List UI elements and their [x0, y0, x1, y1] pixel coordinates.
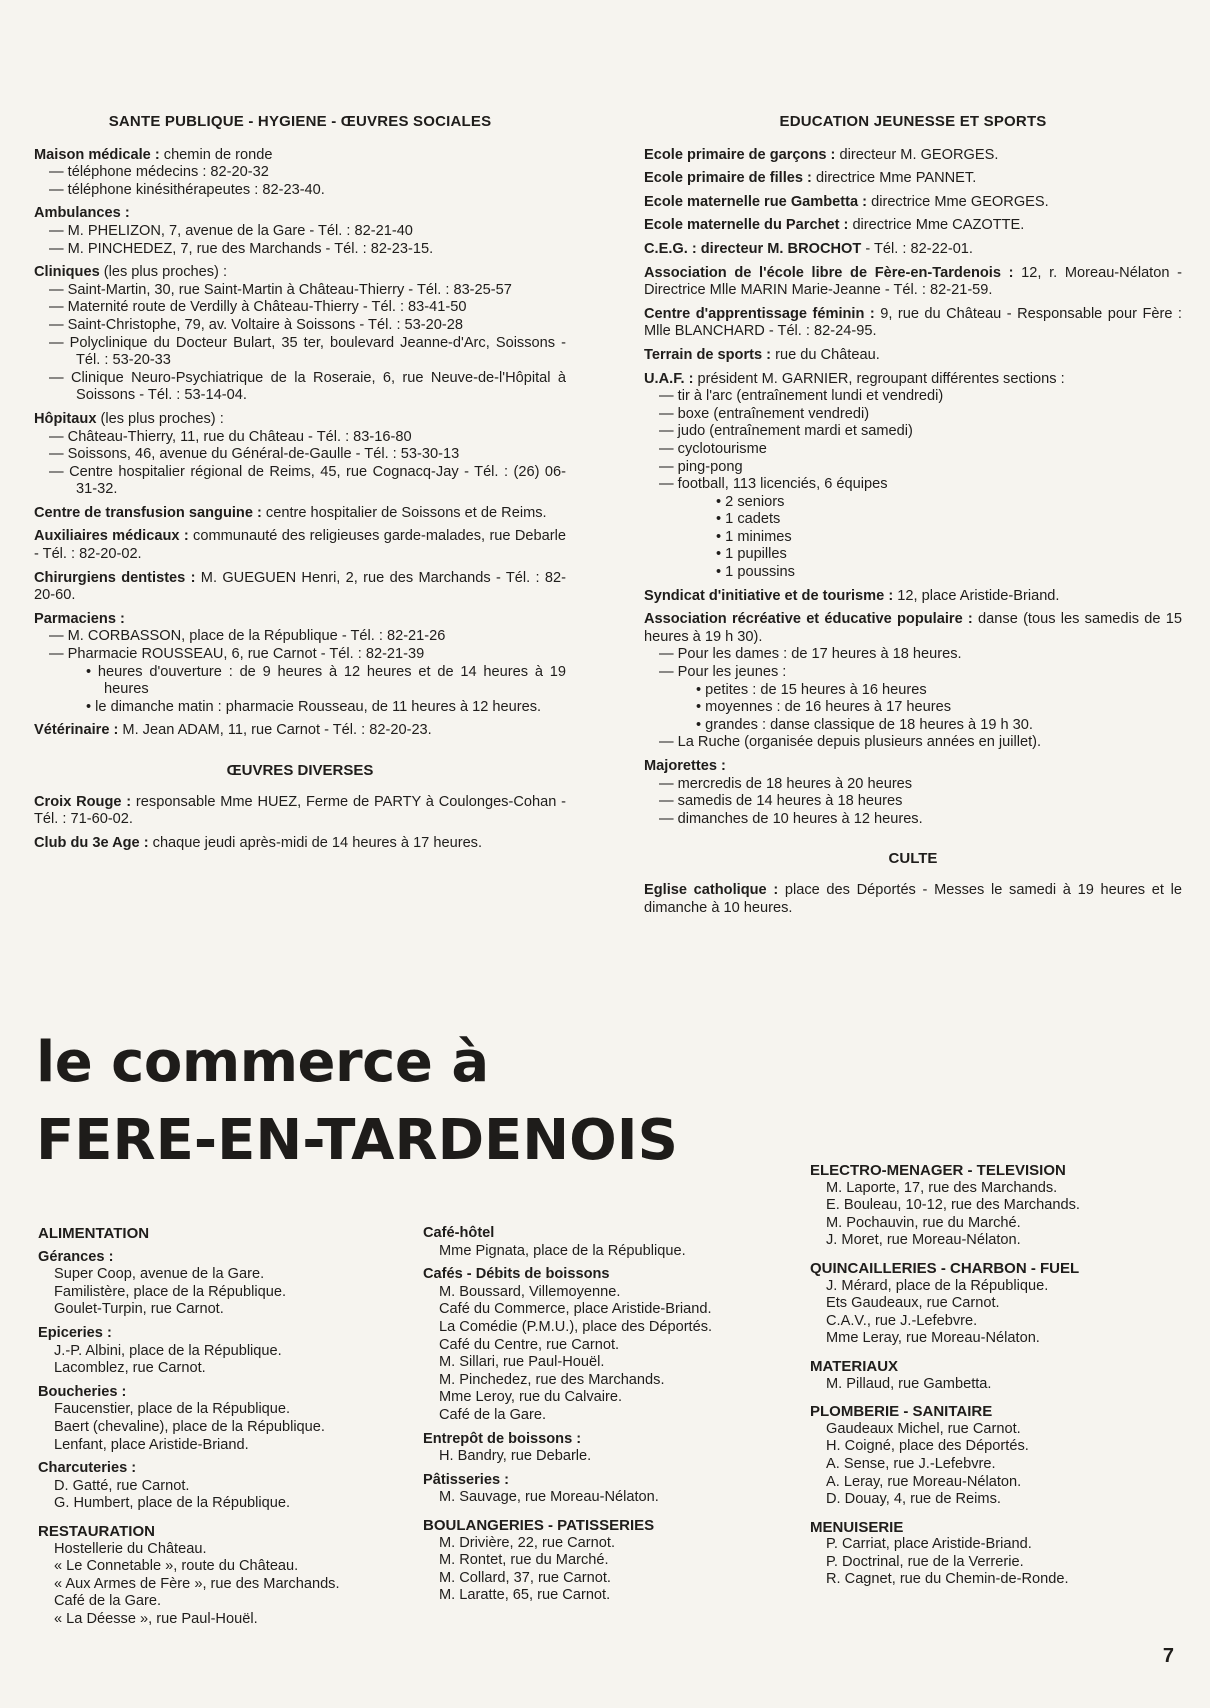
subcategory-boucheries: Boucheries :	[38, 1383, 127, 1400]
list-item: A. Sense, rue J.-Lefebvre.	[826, 1455, 996, 1472]
entry-association: Association récréative et éducative populaire : danse (tous les samedis de 15 heures à 19 h 30). — Pour les dames : de 17 heures à 18 heures. — Pour les jeunes : • petites : de 15 heures à 16 heures • moyennes : de 16 heures à 17 heures • grandes : danse classique de 18 heures à 19 h 30. — La Ruche (organisée depuis plusieurs années en juillet).	[644, 611, 1182, 751]
category-alimentation: ALIMENTATION	[38, 1225, 150, 1242]
list-item: J. Moret, rue Moreau-Nélaton.	[826, 1232, 1021, 1249]
list-item: Mme Leroy, rue du Calvaire.	[439, 1389, 623, 1406]
subcategory-gerances: Gérances :	[38, 1248, 114, 1265]
entry-maternelle-gambetta: Ecole maternelle rue Gambetta : directrice Mme GEORGES.	[644, 193, 1049, 210]
entry-ambulances: Ambulances : — M. PHELIZON, 7, avenue de la Gare - Tél. : 82-21-40 — M. PINCHEDEZ, 7, rue des Marchands - Tél. : 82-23-15.	[34, 205, 434, 257]
subcategory-epiceries: Epiceries :	[38, 1324, 112, 1341]
list-item: « Le Connetable », route du Château.	[54, 1558, 299, 1575]
entry-syndicat: Syndicat d'initiative et de tourisme : 12, place Aristide-Briand.	[644, 587, 1060, 604]
list-item: R. Cagnet, rue du Chemin-de-Ronde.	[826, 1571, 1069, 1588]
list-item: J. Mérard, place de la République.	[826, 1277, 1049, 1294]
subcategory-charcuteries: Charcuteries :	[38, 1460, 137, 1477]
list-item: « La Déesse », rue Paul-Houël.	[54, 1610, 258, 1627]
entry-cliniques: Cliniques (les plus proches) : — Saint-Martin, 30, rue Saint-Martin à Château-Thierry - Tél. : 83-25-57 — Maternité route de Verdilly à Château-Thierry - Tél. : 83-41-50 — Saint-Christophe, 79, av. Voltaire à Soissons - Tél. : 53-20-28 — Polyclinique du Docteur Bulart, 35 ter, boulevard Jeanne-d'Arc, Soissons - Tél. : 53-20-33 — Clinique Neuro-Psychiatrique de la Roseraie, 6, rue Neuve-de-l'Hôpital à Soissons - Tél. : 53-14-04.	[34, 264, 566, 404]
subcategory-cafes: Cafés - Débits de boissons	[423, 1266, 610, 1283]
entry-veterinaire: Vétérinaire : M. Jean ADAM, 11, rue Carnot - Tél. : 82-20-23.	[34, 722, 432, 739]
list-item: Lacomblez, rue Carnot.	[54, 1360, 206, 1377]
list-item: D. Douay, 4, rue de Reims.	[826, 1491, 1001, 1508]
category-plomberie: PLOMBERIE - SANITAIRE	[810, 1403, 993, 1421]
list-item: G. Humbert, place de la République.	[54, 1495, 291, 1512]
entry-uaf: U.A.F. : président M. GARNIER, regroupant différentes sections : — tir à l'arc (entraînement lundi et vendredi) — boxe (entraînement vendredi) — judo (entraînement mardi et samedi) — cyclotourisme — ping-pong — football, 113 licenciés, 6 équipes • 2 seniors • 1 cadets • 1 minimes • 1 pupilles • 1 poussins	[644, 370, 1065, 581]
list-item: Goulet-Turpin, rue Carnot.	[54, 1301, 224, 1318]
list-item: M. Pillaud, rue Gambetta.	[826, 1375, 992, 1392]
entry-transfusion: Centre de transfusion sanguine : centre hospitalier de Soissons et de Reims.	[34, 504, 547, 521]
list-item: Café de la Gare.	[54, 1593, 162, 1610]
list-item: M. Laporte, 17, rue des Marchands.	[826, 1179, 1058, 1196]
entry-croix-rouge: Croix Rouge : responsable Mme HUEZ, Ferme de PARTY à Coulonges-Cohan - Tél. : 71-60-02.	[34, 793, 566, 828]
commerce-column-2	[423, 1225, 803, 1605]
category-quincailleries: QUINCAILLERIES - CHARBON - FUEL	[810, 1259, 1080, 1277]
entry-parmaciens: Parmaciens : — M. CORBASSON, place de la République - Tél. : 82-21-26 — Pharmacie ROUSSEAU, 6, rue Carnot - Tél. : 82-21-39 • heures d'ouverture : de 9 heures à 12 heures et de 14 heures à 19 heures • le dimanche matin : pharmacie Rousseau, de 11 heures à 12 heures.	[34, 610, 566, 715]
list-item: M. Laratte, 65, rue Carnot.	[439, 1587, 611, 1604]
commerce-column-3	[810, 1162, 1190, 1589]
list-item: Baert (chevaline), place de la République.	[54, 1418, 325, 1435]
list-item: Hostellerie du Château.	[54, 1540, 207, 1557]
commerce-column-1	[38, 1225, 408, 1628]
list-item: H. Bandry, rue Debarle.	[439, 1448, 592, 1465]
entry-maternelle-parchet: Ecole maternelle du Parchet : directrice Mme CAZOTTE.	[644, 217, 1025, 234]
subcategory-patisseries: Pâtisseries :	[423, 1471, 509, 1488]
section-title-culte: CULTE	[888, 850, 938, 868]
entry-ecole-garcons: Ecole primaire de garçons : directeur M. GEORGES.	[644, 146, 999, 163]
list-item: Ets Gaudeaux, rue Carnot.	[826, 1295, 1000, 1312]
entry-ecole-filles: Ecole primaire de filles : directrice Mme PANNET.	[644, 170, 977, 187]
list-item: Gaudeaux Michel, rue Carnot.	[826, 1420, 1021, 1437]
list-item: Mme Leray, rue Moreau-Nélaton.	[826, 1330, 1040, 1347]
list-item: Familistère, place de la République.	[54, 1283, 287, 1300]
list-item: C.A.V., rue J.-Lefebvre.	[826, 1312, 978, 1329]
list-item: J.-P. Albini, place de la République.	[54, 1342, 282, 1359]
list-item: M. Drivière, 22, rue Carnot.	[439, 1534, 615, 1551]
entry-chirurgiens: Chirurgiens dentistes : M. GUEGUEN Henri, 2, rue des Marchands - Tél. : 82-20-60.	[34, 569, 566, 604]
category-materiaux: MATERIAUX	[810, 1357, 899, 1375]
entry-hopitaux: Hôpitaux (les plus proches) : — Château-Thierry, 11, rue du Château - Tél. : 83-16-80 — Soissons, 46, avenue du Général-de-Gaulle - Tél. : 53-30-13 — Centre hospitalier régional de Reims, 45, rue Cognacq-Jay - Tél. : (26) 06-31-32.	[34, 410, 566, 498]
entry-ceg: C.E.G. : directeur M. BROCHOT - Tél. : 82-22-01.	[644, 240, 973, 257]
entry-ecole-libre: Association de l'école libre de Fère-en-Tardenois : 12, r. Moreau-Nélaton - Directrice Mlle MARIN Marie-Jeanne - Tél. : 82-21-59.	[644, 264, 1182, 299]
entry-apprentissage: Centre d'apprentissage féminin : 9, rue du Château - Responsable pour Fère : Mlle BLANCHARD - Tél. : 82-24-95.	[644, 305, 1182, 340]
list-item: M. Pinchedez, rue des Marchands.	[439, 1371, 665, 1388]
entry-club-3e-age: Club du 3e Age : chaque jeudi après-midi de 14 heures à 17 heures.	[34, 834, 483, 851]
section-title-oeuvres-diverses: ŒUVRES DIVERSES	[226, 762, 374, 779]
right-column	[644, 113, 1182, 923]
list-item: M. Sauvage, rue Moreau-Nélaton.	[439, 1489, 659, 1506]
entry-eglise: Eglise catholique : place des Déportés - Messes le samedi à 19 heures et le dimanche à 10 heures.	[644, 881, 1182, 916]
list-item: M. Sillari, rue Paul-Houël.	[439, 1354, 605, 1371]
headline-line-2: FERE-EN-TARDENOIS	[36, 1108, 678, 1173]
entry-majorettes: Majorettes : — mercredis de 18 heures à 20 heures — samedis de 14 heures à 18 heures — dimanches de 10 heures à 12 heures.	[644, 758, 923, 827]
list-item: P. Carriat, place Aristide-Briand.	[826, 1536, 1032, 1553]
section-title-sante: SANTE PUBLIQUE - HYGIENE - ŒUVRES SOCIALES	[108, 113, 492, 130]
list-item: H. Coigné, place des Déportés.	[826, 1438, 1029, 1455]
list-item: P. Doctrinal, rue de la Verrerie.	[826, 1553, 1024, 1570]
list-item: Super Coop, avenue de la Gare.	[54, 1266, 265, 1283]
subcategory-entrepot: Entrepôt de boissons :	[423, 1430, 582, 1447]
list-item: D. Gatté, rue Carnot.	[54, 1477, 190, 1494]
category-boulangeries: BOULANGERIES - PATISSERIES	[423, 1516, 655, 1534]
category-restauration: RESTAURATION	[38, 1522, 155, 1540]
list-item: « Aux Armes de Fère », rue des Marchands.	[54, 1575, 340, 1592]
page-number: 7	[1162, 1645, 1174, 1667]
list-item: Mme Pignata, place de la République.	[439, 1242, 686, 1259]
list-item: M. Collard, 37, rue Carnot.	[439, 1569, 611, 1586]
category-electro: ELECTRO-MENAGER - TELEVISION	[810, 1162, 1066, 1179]
list-item: M. Rontet, rue du Marché.	[439, 1552, 609, 1569]
left-column	[34, 113, 566, 858]
headline	[36, 1024, 678, 1180]
list-item: Café du Commerce, place Aristide-Briand.	[439, 1301, 712, 1318]
list-item: M. Boussard, Villemoyenne.	[439, 1283, 621, 1300]
section-title-education: EDUCATION JEUNESSE ET SPORTS	[779, 113, 1047, 130]
list-item: Café du Centre, rue Carnot.	[439, 1336, 620, 1353]
entry-terrain: Terrain de sports : rue du Château.	[644, 346, 880, 363]
entry-auxiliaires: Auxiliaires médicaux : communauté des religieuses garde-malades, rue Debarle - Tél. : 82-20-02.	[34, 528, 566, 563]
headline-line-1: le commerce à	[36, 1030, 489, 1095]
list-item: Lenfant, place Aristide-Briand.	[54, 1436, 249, 1453]
list-item: A. Leray, rue Moreau-Nélaton.	[826, 1473, 1022, 1490]
category-menuiserie: MENUISERIE	[810, 1518, 904, 1536]
list-item: Faucenstier, place de la République.	[54, 1401, 291, 1418]
list-item: E. Bouleau, 10-12, rue des Marchands.	[826, 1197, 1080, 1214]
list-item: La Comédie (P.M.U.), place des Déportés.	[439, 1318, 713, 1335]
list-item: M. Pochauvin, rue du Marché.	[826, 1214, 1021, 1231]
list-item: Café de la Gare.	[439, 1406, 547, 1423]
entry-maison-medicale: Maison médicale : chemin de ronde — téléphone médecins : 82-20-32 — téléphone kinésithérapeutes : 82-23-40.	[34, 146, 325, 198]
subcategory-cafe-hotel: Café-hôtel	[423, 1225, 495, 1241]
